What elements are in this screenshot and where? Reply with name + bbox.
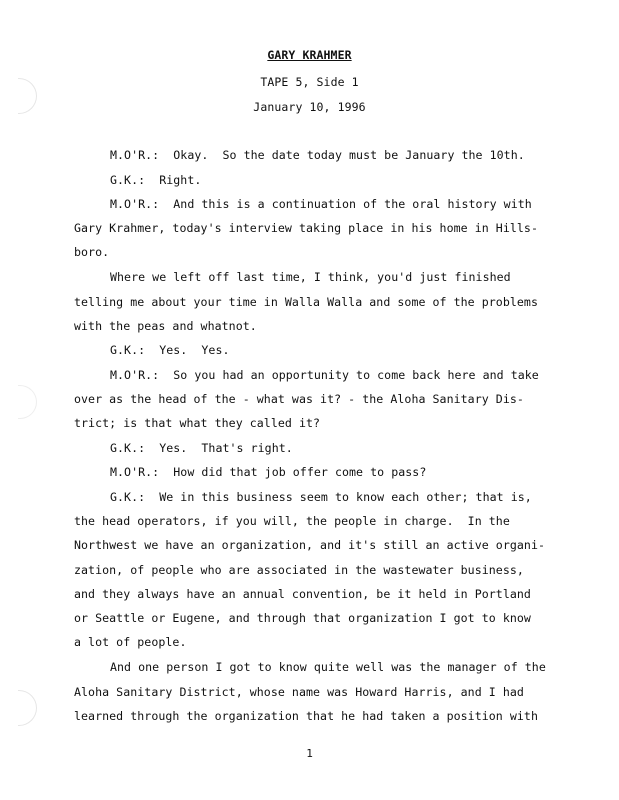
page-number: 1 bbox=[306, 747, 313, 760]
transcript-line: Where we left off last time, I think, you'd just finished bbox=[110, 270, 511, 284]
punch-hole-mark bbox=[18, 690, 37, 726]
transcript-line: G.K.: Yes. Yes. bbox=[110, 343, 230, 357]
transcript-line: G.K.: Right. bbox=[110, 173, 202, 187]
transcript-line: trict; is that what they called it? bbox=[74, 416, 321, 430]
transcript-line: M.O'R.: Okay. So the date today must be January the 10th. bbox=[110, 148, 525, 162]
transcript-line: the head operators, if you will, the people in charge. In the bbox=[74, 514, 510, 528]
transcript-line: M.O'R.: How did that job offer come to pass? bbox=[110, 465, 427, 479]
transcript-line: Northwest we have an organization, and it's still an active organi- bbox=[74, 538, 546, 552]
punch-hole-mark bbox=[18, 385, 37, 419]
transcript-line: and they always have an annual convention, be it held in Portland bbox=[74, 587, 531, 601]
interview-date: January 10, 1996 bbox=[253, 100, 366, 114]
transcript-line: with the peas and whatnot. bbox=[74, 319, 257, 333]
transcript-line: boro. bbox=[74, 245, 110, 259]
transcript-line: Aloha Sanitary District, whose name was Howard Harris, and I had bbox=[74, 685, 524, 699]
transcript-line: Gary Krahmer, today's interview taking place in his home in Hills- bbox=[74, 221, 538, 235]
transcript-line: over as the head of the - what was it? - the Aloha Sanitary Dis- bbox=[74, 392, 524, 406]
transcript-line: or Seattle or Eugene, and through that organization I got to know bbox=[74, 611, 531, 625]
transcript-line: G.K.: We in this business seem to know each other; that is, bbox=[110, 490, 532, 504]
transcript-line: G.K.: Yes. That's right. bbox=[110, 441, 293, 455]
document-title: GARY KRAHMER bbox=[267, 48, 352, 62]
transcript-line: telling me about your time in Walla Walla and some of the problems bbox=[74, 295, 538, 309]
transcript-line: M.O'R.: So you had an opportunity to come back here and take bbox=[110, 368, 539, 382]
tape-label: TAPE 5, Side 1 bbox=[260, 75, 359, 89]
transcript-line: learned through the organization that he had taken a position with bbox=[74, 709, 538, 723]
transcript-line: And one person I got to know quite well was the manager of the bbox=[110, 660, 546, 674]
transcript-line: M.O'R.: And this is a continuation of the oral history with bbox=[110, 197, 532, 211]
transcript-line: a lot of people. bbox=[74, 635, 187, 649]
transcript-line: zation, of people who are associated in the wastewater business, bbox=[74, 563, 524, 577]
